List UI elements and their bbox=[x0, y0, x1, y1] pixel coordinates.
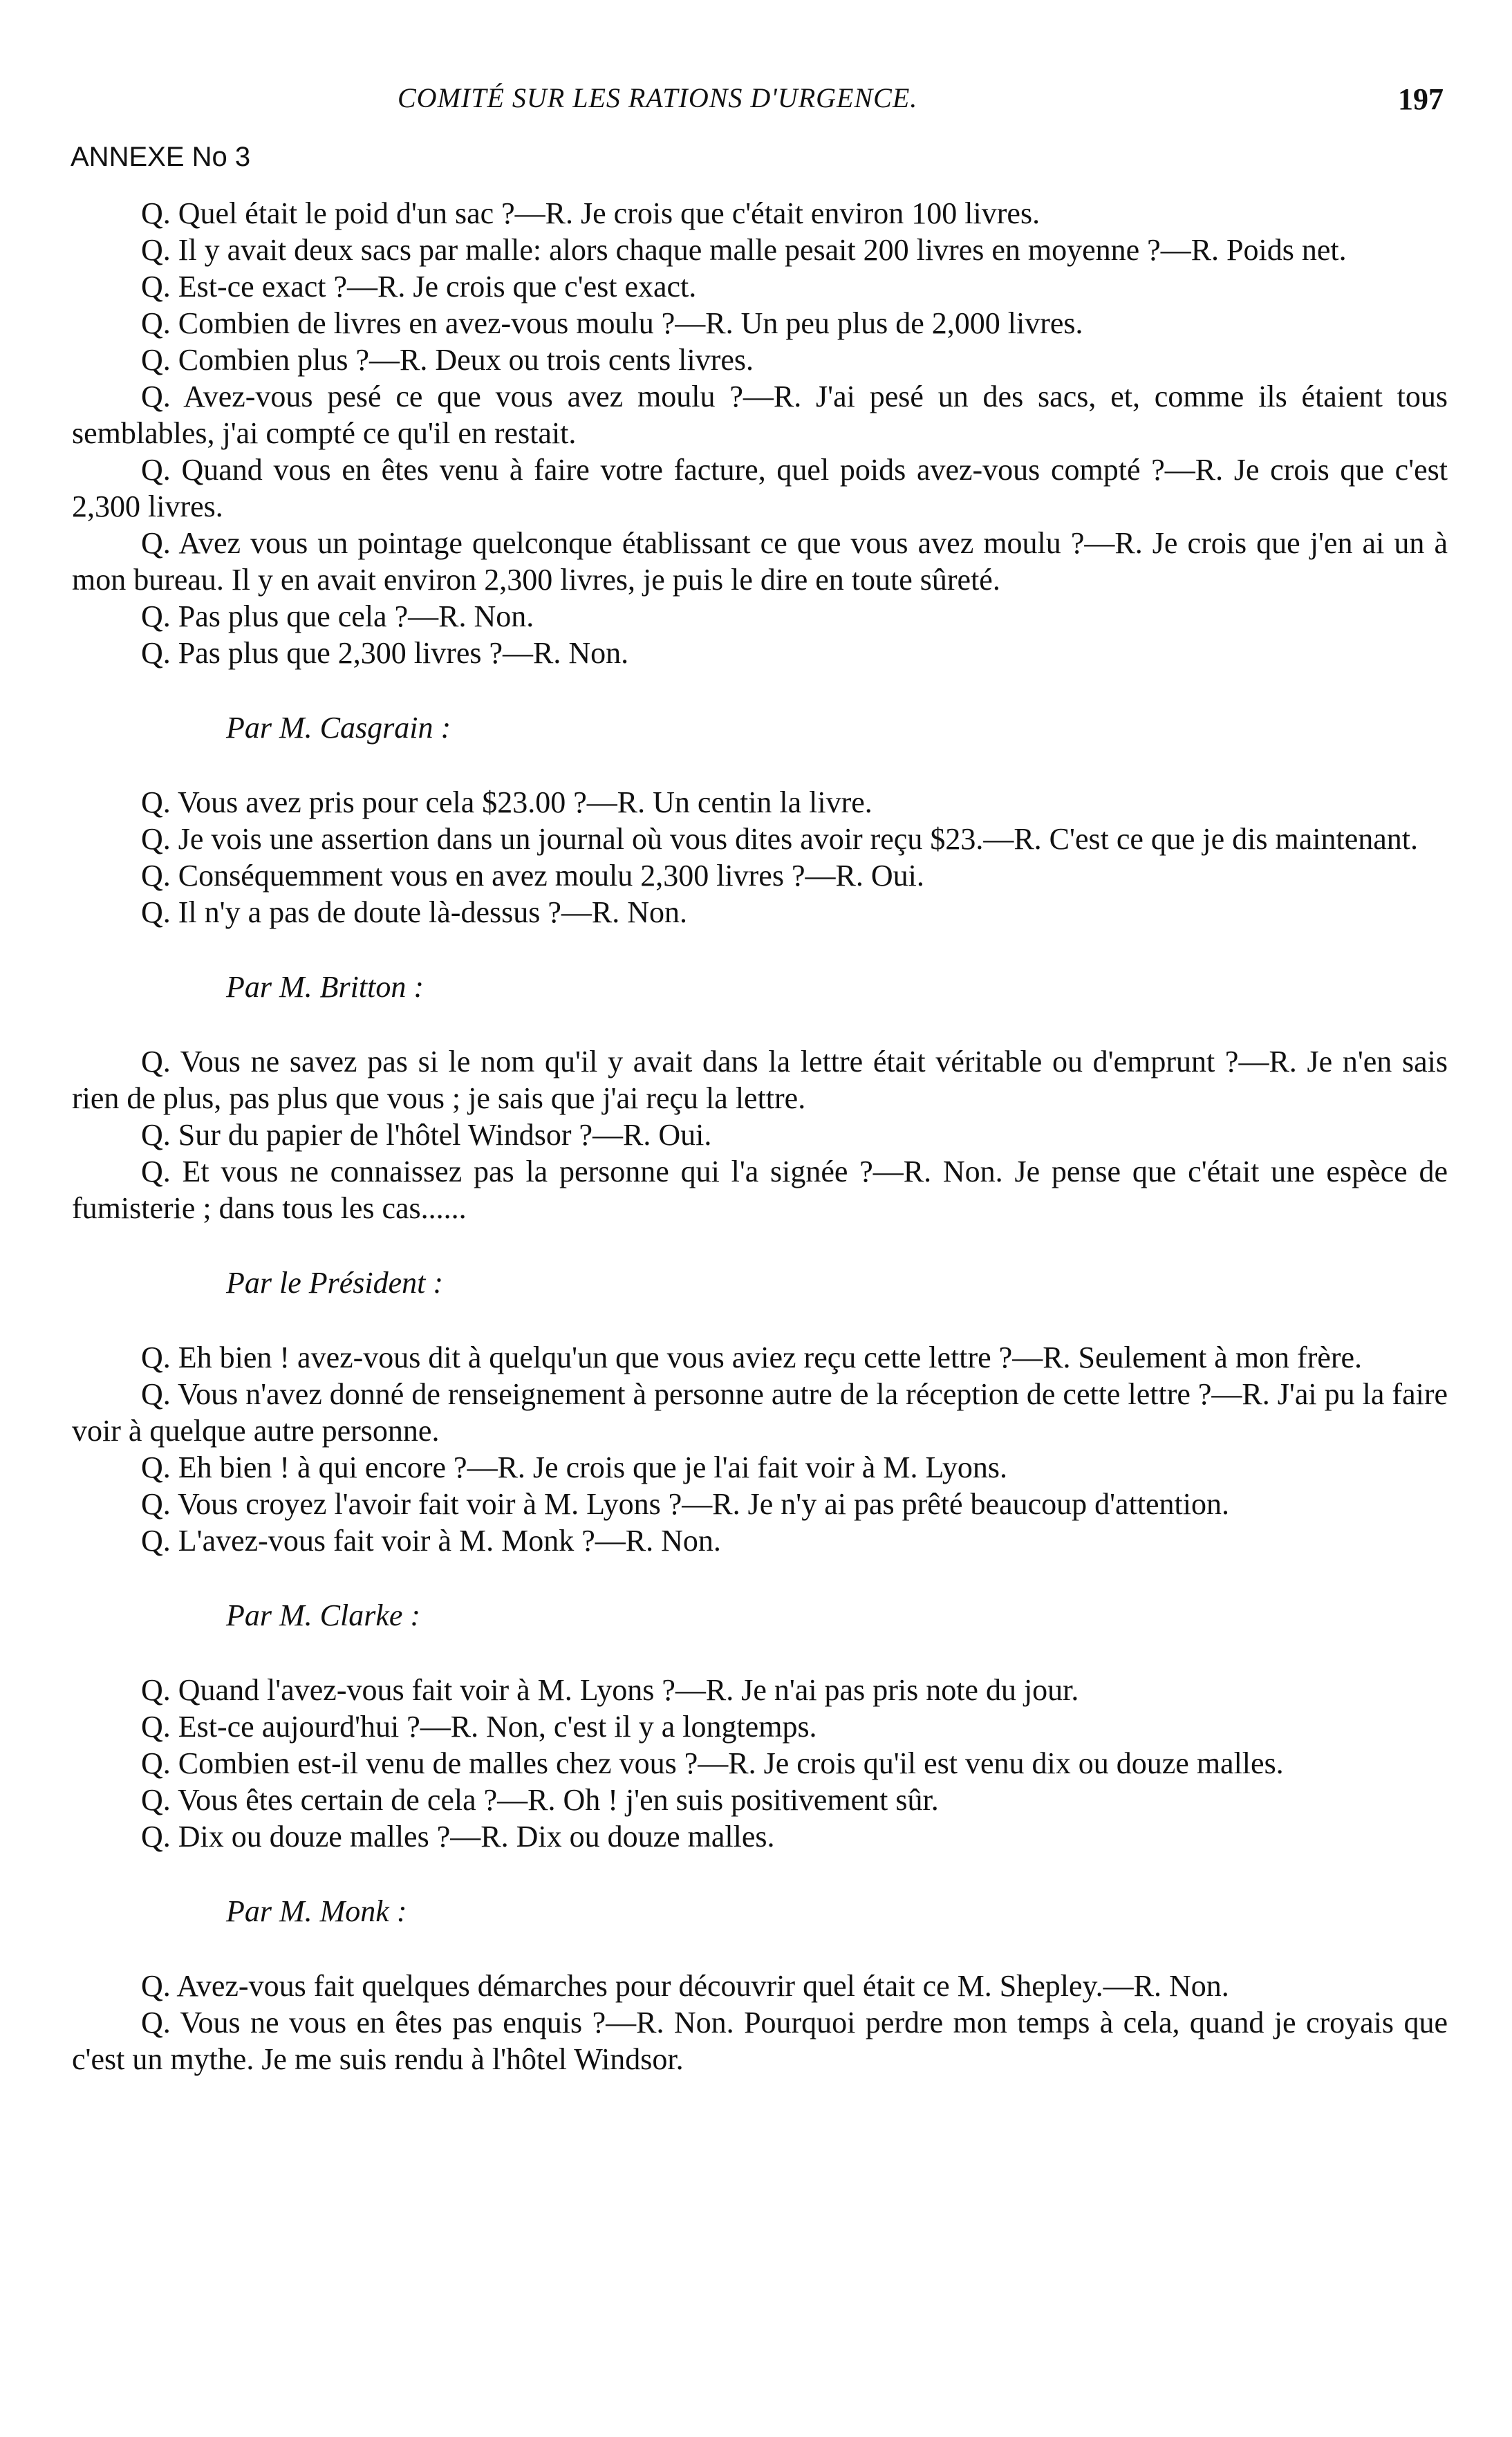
qa-paragraph: Q. Avez vous un pointage quelconque établissant ce que vous avez moulu ?—R. Je crois que j'en ai un à mon bureau. Il y en avait environ 2,300 livres, je puis le dire en toute sûreté. bbox=[72, 526, 1448, 597]
qa-paragraph: Q. Eh bien ! avez-vous dit à quelqu'un que vous aviez reçu cette lettre ?—R. Seulement à mon frère. bbox=[141, 1341, 1363, 1374]
qa-paragraph: Q. Sur du papier de l'hôtel Windsor ?—R. Oui. bbox=[141, 1118, 712, 1152]
qa-paragraph: Q. Combien plus ?—R. Deux ou trois cents livres. bbox=[141, 343, 754, 377]
speaker-heading-casgrain: Par M. Casgrain : bbox=[226, 711, 451, 745]
page-number: 197 bbox=[1398, 82, 1444, 116]
qa-paragraph: Q. Vous n'avez donné de renseignement à personne autre de la réception de cette lettre ?—R. J'ai pu la faire voir à quelque autre personne. bbox=[72, 1377, 1448, 1448]
qa-paragraph: Q. Quand vous en êtes venu à faire votre facture, quel poids avez-vous compté ?—R. Je crois que c'est 2,300 livres. bbox=[72, 453, 1448, 523]
qa-paragraph: Q. Il y avait deux sacs par malle: alors chaque malle pesait 200 livres en moyenne ?—R. Poids net. bbox=[141, 233, 1347, 267]
qa-paragraph: Q. Pas plus que 2,300 livres ?—R. Non. bbox=[141, 636, 629, 670]
qa-paragraph: Q. Vous avez pris pour cela $23.00 ?—R. Un centin la livre. bbox=[141, 785, 872, 819]
qa-paragraph: Q. Vous êtes certain de cela ?—R. Oh ! j'en suis positivement sûr. bbox=[141, 1783, 939, 1817]
qa-paragraph: Q. Combien de livres en avez-vous moulu ?—R. Un peu plus de 2,000 livres. bbox=[141, 306, 1083, 340]
qa-paragraph: Q. Avez-vous pesé ce que vous avez moulu ?—R. J'ai pesé un des sacs, et, comme ils étaient tous semblables, j'ai compté ce qu'il en restait. bbox=[72, 380, 1448, 450]
qa-paragraph: Q. Quel était le poid d'un sac ?—R. Je crois que c'était environ 100 livres. bbox=[141, 196, 1040, 230]
qa-paragraph: Q. Je vois une assertion dans un journal où vous dites avoir reçu $23.—R. C'est ce que je dis maintenant. bbox=[141, 822, 1419, 856]
qa-paragraph: Q. Et vous ne connaissez pas la personne qui l'a signée ?—R. Non. Je pense que c'était une espèce de fumisterie ; dans tous les cas...... bbox=[72, 1155, 1448, 1225]
running-head: COMITÉ SUR LES RATIONS D'URGENCE. bbox=[398, 82, 918, 113]
qa-paragraph: Q. Il n'y a pas de doute là-dessus ?—R. Non. bbox=[141, 895, 688, 929]
qa-paragraph: Q. Vous ne savez pas si le nom qu'il y avait dans la lettre était véritable ou d'emprunt ?—R. Je n'en sais rien de plus, pas plus que vous ; je sais que j'ai reçu la lettre. bbox=[72, 1045, 1448, 1115]
qa-paragraph: Q. Conséquemment vous en avez moulu 2,300 livres ?—R. Oui. bbox=[141, 859, 924, 893]
qa-paragraph: Q. Eh bien ! à qui encore ?—R. Je crois que je l'ai fait voir à M. Lyons. bbox=[141, 1450, 1008, 1484]
speaker-heading-clarke: Par M. Clarke : bbox=[226, 1598, 421, 1632]
speaker-heading-president: Par le Président : bbox=[226, 1266, 444, 1300]
qa-paragraph: Q. Combien est-il venu de malles chez vous ?—R. Je crois qu'il est venu dix ou douze malles. bbox=[141, 1746, 1284, 1780]
qa-paragraph: Q. Avez-vous fait quelques démarches pour découvrir quel était ce M. Shepley.—R. Non. bbox=[141, 1969, 1229, 2003]
qa-paragraph: Q. Dix ou douze malles ?—R. Dix ou douze malles. bbox=[141, 1820, 775, 1854]
transcript-body bbox=[72, 195, 1448, 2077]
qa-paragraph: Q. Est-ce aujourd'hui ?—R. Non, c'est il y a longtemps. bbox=[141, 1710, 817, 1744]
qa-paragraph: Q. Pas plus que cela ?—R. Non. bbox=[141, 599, 534, 633]
qa-paragraph: Q. Est-ce exact ?—R. Je crois que c'est exact. bbox=[141, 270, 697, 304]
qa-paragraph: Q. L'avez-vous fait voir à M. Monk ?—R. Non. bbox=[141, 1524, 721, 1558]
speaker-heading-monk: Par M. Monk : bbox=[226, 1894, 407, 1928]
annex-label: ANNEXE No 3 bbox=[71, 142, 251, 172]
qa-paragraph: Q. Vous ne vous en êtes pas enquis ?—R. Non. Pourquoi perdre mon temps à cela, quand je croyais que c'est un mythe. Je me suis rendu à l'hôtel Windsor. bbox=[72, 2006, 1448, 2076]
qa-paragraph: Q. Quand l'avez-vous fait voir à M. Lyons ?—R. Je n'ai pas pris note du jour. bbox=[141, 1673, 1079, 1707]
speaker-heading-britton: Par M. Britton : bbox=[226, 970, 424, 1004]
qa-paragraph: Q. Vous croyez l'avoir fait voir à M. Lyons ?—R. Je n'y ai pas prêté beaucoup d'attention. bbox=[141, 1487, 1230, 1521]
